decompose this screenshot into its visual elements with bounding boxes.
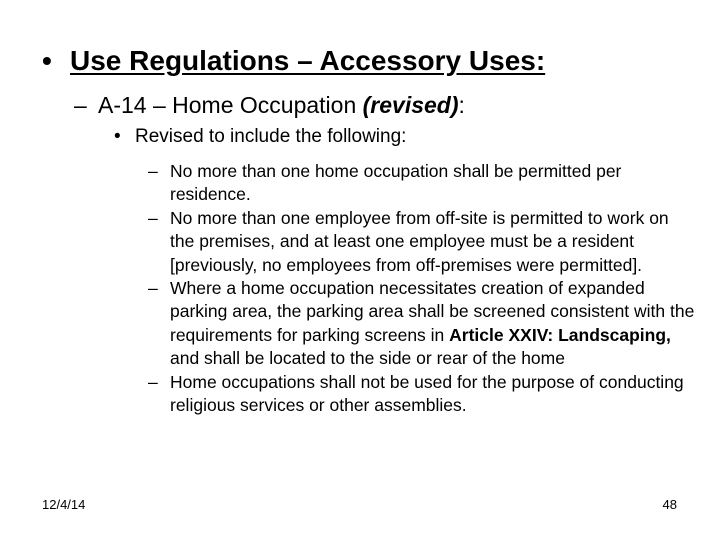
- bullet-icon: •: [42, 45, 52, 76]
- dash-icon: –: [148, 161, 158, 181]
- dash-icon: –: [74, 92, 87, 118]
- list-item: [148, 160, 696, 207]
- slide-heading: [42, 44, 545, 78]
- intro-text: Revised to include the following:: [135, 126, 407, 147]
- dash-icon: –: [148, 371, 158, 392]
- list-item-text: Where a home occupation necessitates creation of expanded parking area, the parking area shall be screened consistent with the requirements for parking screens in: [170, 278, 695, 345]
- footer-date: 12/4/14: [42, 497, 86, 512]
- bullet-icon: •: [114, 126, 121, 147]
- subheading-emphasis: (revised): [362, 92, 459, 118]
- slide-intro: [114, 124, 406, 150]
- list-item-text: No more than one employee from off-site is permitted to work on the premises, and at least one employee must be a resident [previously, no employees from off-premises were permitted].: [170, 207, 669, 275]
- regulation-list: [148, 160, 696, 417]
- subheading-prefix: A-14 – Home Occupation: [98, 92, 363, 118]
- list-item-text-continued: and shall be located to the side or rear of the home: [170, 348, 565, 369]
- list-item-text: Home occupations shall not be used for the purpose of conducting religious services or other assemblies.: [170, 371, 684, 416]
- subheading-suffix: :: [458, 92, 465, 118]
- list-item: [148, 371, 696, 418]
- list-item: [148, 207, 696, 277]
- slide-subheading: [74, 90, 465, 120]
- article-reference: Article XXIV: Landscaping,: [449, 324, 671, 345]
- page-number: 48: [662, 497, 677, 512]
- list-item-text: No more than one home occupation shall be permitted per residence.: [170, 161, 622, 205]
- dash-icon: –: [148, 278, 158, 299]
- heading-text: Use Regulations – Accessory Uses:: [70, 45, 546, 76]
- list-item: [148, 277, 696, 371]
- dash-icon: –: [148, 207, 158, 228]
